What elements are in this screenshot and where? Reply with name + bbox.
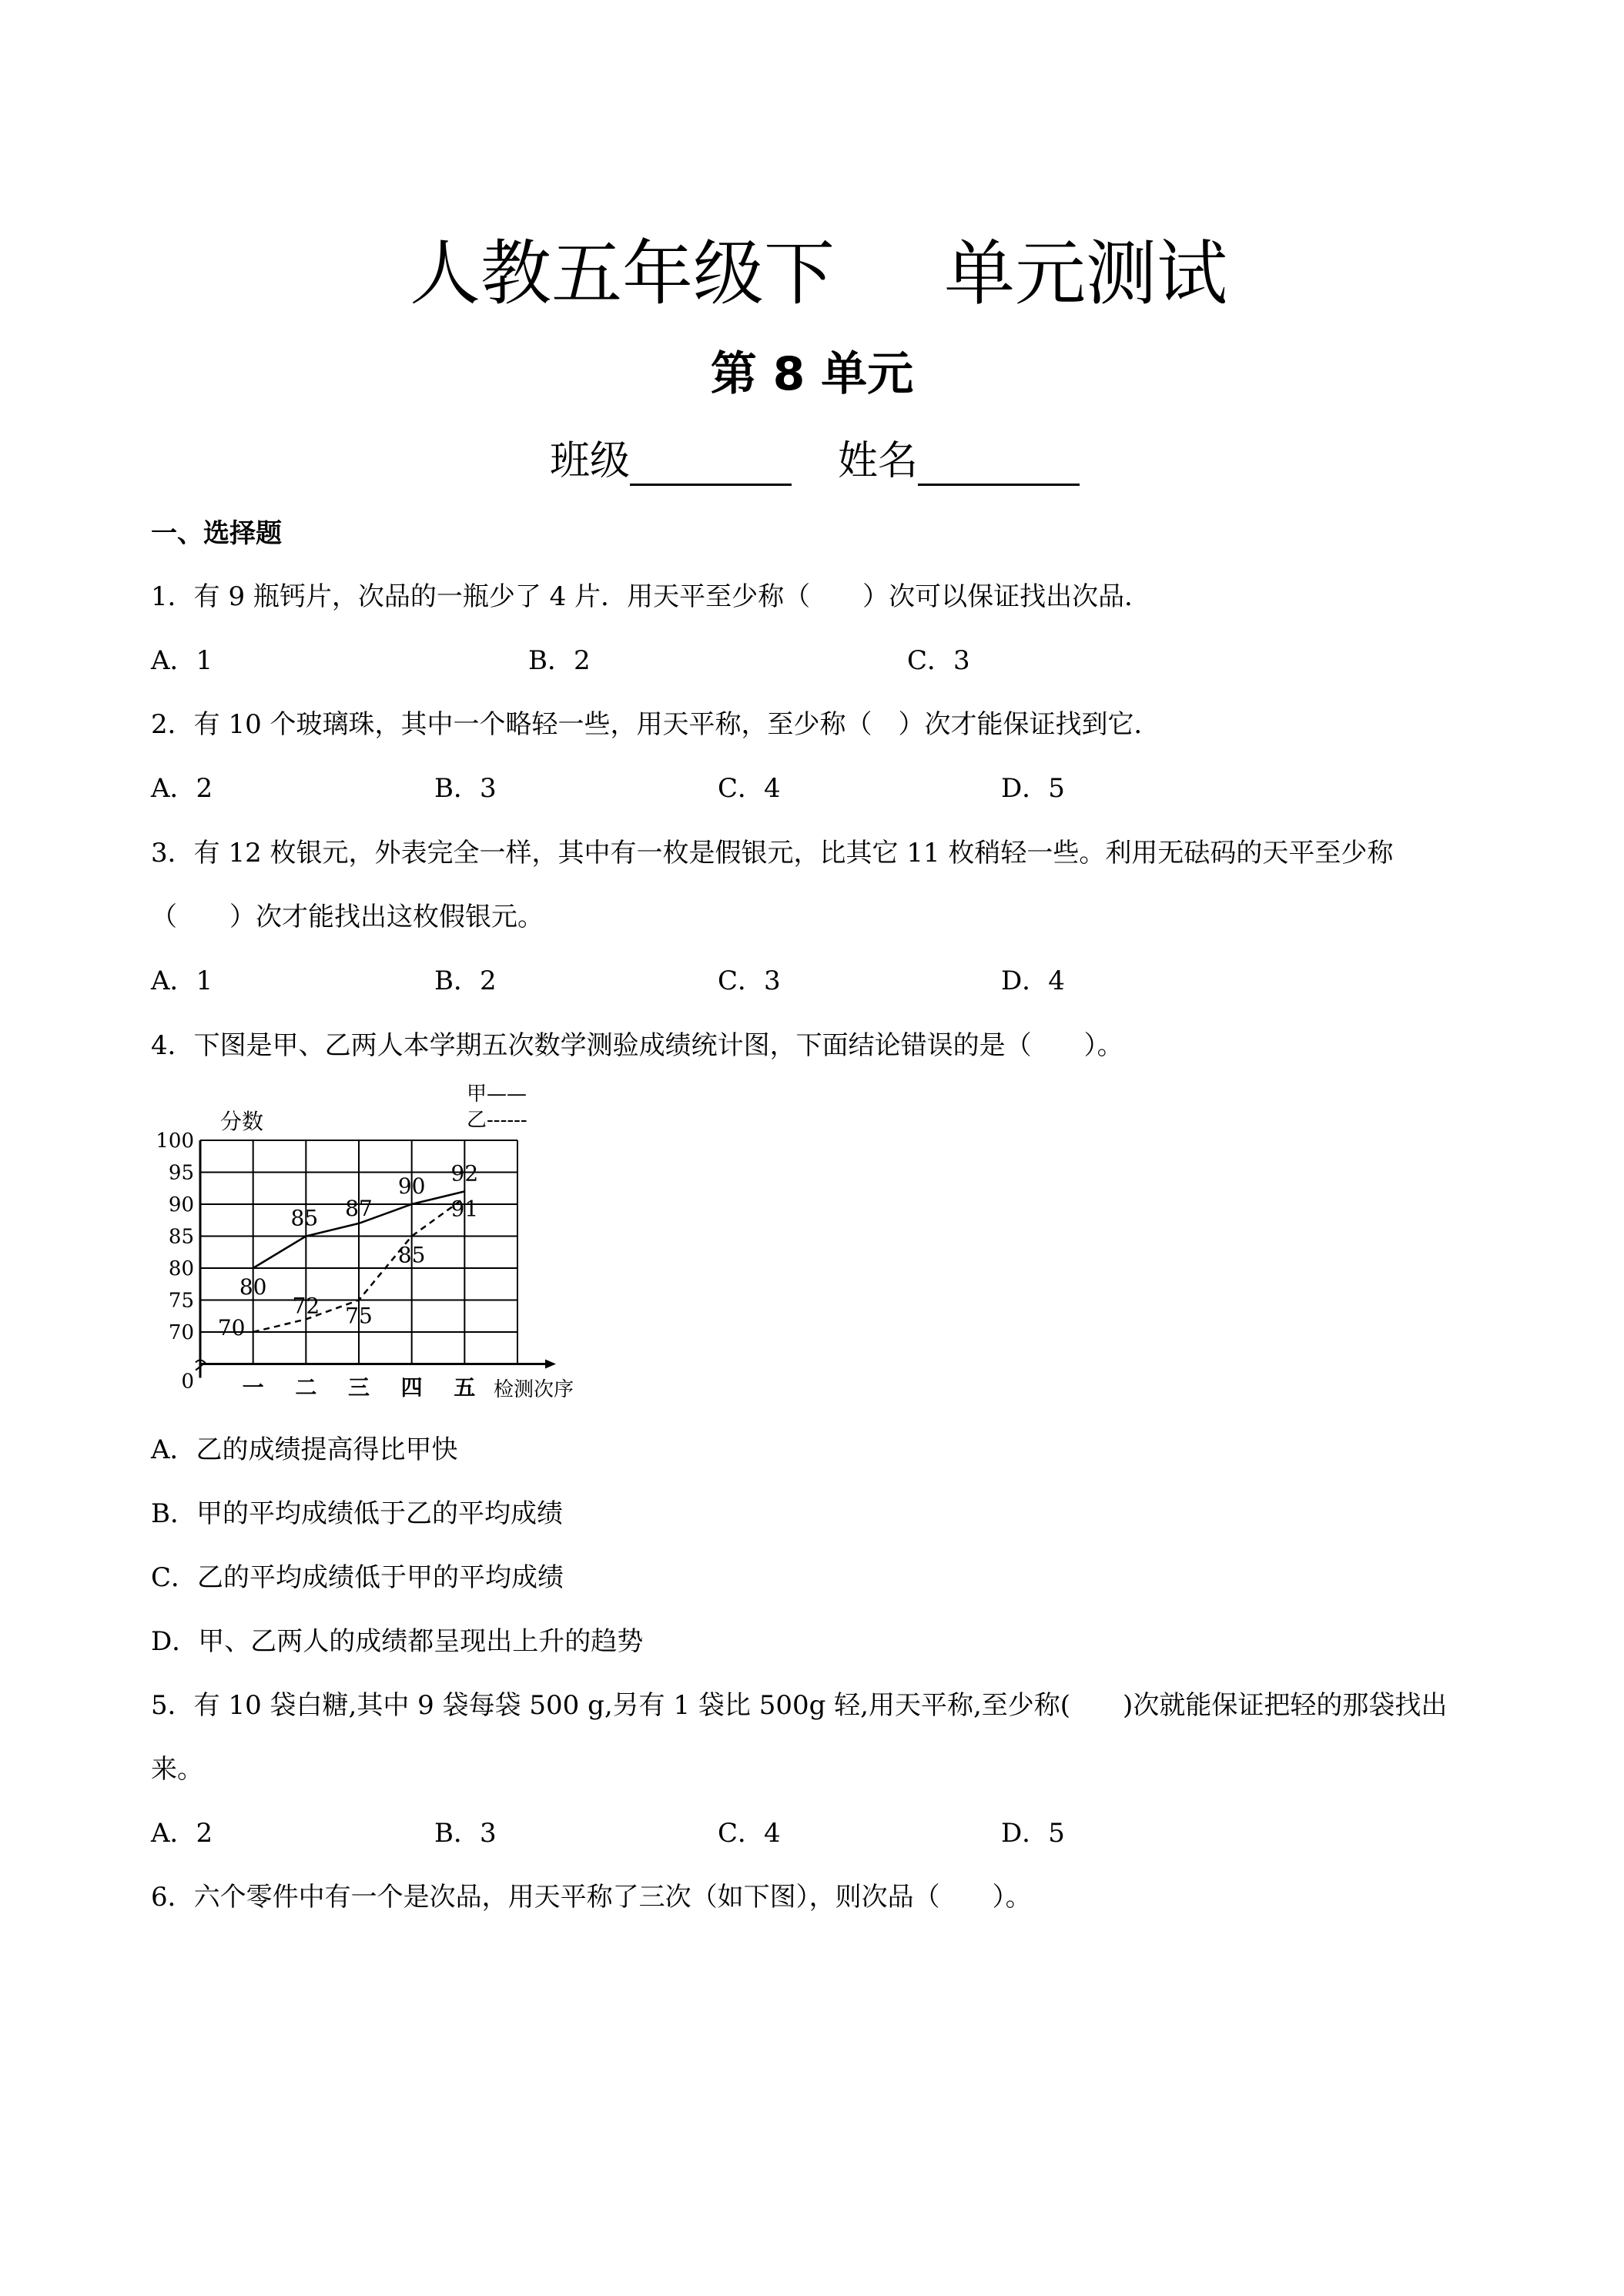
x-tick-label: 三 [347,1374,370,1401]
data-label-yi: 75 [345,1303,373,1329]
data-label-yi: 70 [217,1315,246,1340]
q4-option-b: B．甲的平均成绩低于乙的平均成绩 [151,1498,563,1529]
data-label-yi: 72 [292,1293,320,1319]
y-tick-label: 100 [156,1130,194,1153]
q2-option-b: B．3 [434,773,497,804]
x-tick-label: 一 [242,1374,264,1401]
name-field[interactable] [838,428,1080,486]
name-label: 姓名 [838,438,919,484]
q3-option-b: B．2 [434,966,497,996]
q4-option-d: D．甲、乙两人的成绩都呈现出上升的趋势 [151,1626,644,1657]
question-3-stem-line2: （ ）次才能找出这枚假银元。 [151,902,544,932]
x-tick-label: 五 [454,1374,476,1401]
q5-option-c: C．4 [718,1818,781,1849]
unit-heading: 第 8 单元 [710,347,914,401]
question-2-stem: 2．有 10 个玻璃珠，其中一个略轻一些，用天平称，至少称（ ）次才能保证找到它． [151,709,1160,740]
class-blank[interactable] [630,445,792,486]
y-tick-label: 80 [168,1257,194,1280]
q2-option-d: D．5 [1001,773,1065,804]
y-tick-label: 70 [168,1321,194,1344]
data-label-jia: 85 [290,1205,319,1231]
legend-yi: 乙------ [467,1109,527,1132]
x-tick-label: 二 [295,1374,317,1401]
x-tick-label: 四 [400,1374,423,1401]
q5-option-d: D．5 [1001,1818,1065,1849]
q1-option-c: C．3 [907,645,970,676]
chart-axes [196,1140,556,1378]
data-label-yi: 91 [450,1196,479,1222]
q3-option-c: C．3 [718,966,781,996]
q3-option-a: A．1 [151,966,213,996]
question-4-stem: 4．下图是甲、乙两人本学期五次数学测验成绩统计图，下面结论错误的是（ ）。 [151,1030,1123,1061]
x-axis-arrow [545,1360,556,1369]
q4-option-c: C．乙的平均成绩低于甲的平均成绩 [151,1562,564,1593]
q5-option-a: A．2 [151,1818,213,1849]
y-tick-label: 90 [168,1193,194,1217]
question-6-stem: 6．六个零件中有一个是次品，用天平称了三次（如下图），则次品（ ）。 [151,1882,1032,1913]
question-5-stem-line1: 5．有 10 袋白糖,其中 9 袋每袋 500 g,另有 1 袋比 500g 轻,用天平称,至少称( )次就能保证把轻的那袋找出 [151,1690,1448,1721]
score-line-chart [151,1082,613,1405]
q1-option-a: A．1 [151,645,213,676]
q1-option-b: B．2 [528,645,591,676]
data-label-jia: 90 [397,1173,426,1199]
legend-jia: 甲—— [467,1083,527,1106]
q4-option-a: A．乙的成绩提高得比甲快 [151,1434,458,1465]
class-label: 班级 [550,438,631,484]
data-label-jia: 87 [345,1195,373,1221]
question-5-stem-line2: 来。 [151,1754,203,1785]
page-title-right: 单元测试 [944,233,1228,315]
page-title-left: 人教五年级下 [410,233,835,315]
data-label-jia: 92 [450,1160,479,1186]
y-axis-label: 分数 [220,1109,264,1134]
question-1-stem: 1．有 9 瓶钙片，次品的一瓶少了 4 片．用天平至少称（ ）次可以保证找出次品． [151,581,1151,612]
y-tick-label: 75 [168,1289,194,1313]
y-tick-label: 85 [168,1225,194,1249]
q3-option-d: D．4 [1001,966,1065,996]
name-blank[interactable] [918,445,1080,486]
question-3-stem-line1: 3．有 12 枚银元，外表完全一样，其中有一枚是假银元，比其它 11 枚稍轻一些。利用无砝码的天平至少称 [151,838,1394,869]
y-tick-label: 0 [181,1370,194,1394]
data-label-jia: 80 [239,1274,267,1300]
data-label-yi: 85 [397,1242,426,1268]
q5-option-b: B．3 [434,1818,497,1849]
q2-option-c: C．4 [718,773,781,804]
y-tick-label: 95 [168,1161,194,1185]
q2-option-a: A．2 [151,773,213,804]
section-title: 一、选择题 [151,518,282,549]
class-field[interactable] [550,428,792,486]
x-axis-label: 检测次序 [494,1378,574,1401]
